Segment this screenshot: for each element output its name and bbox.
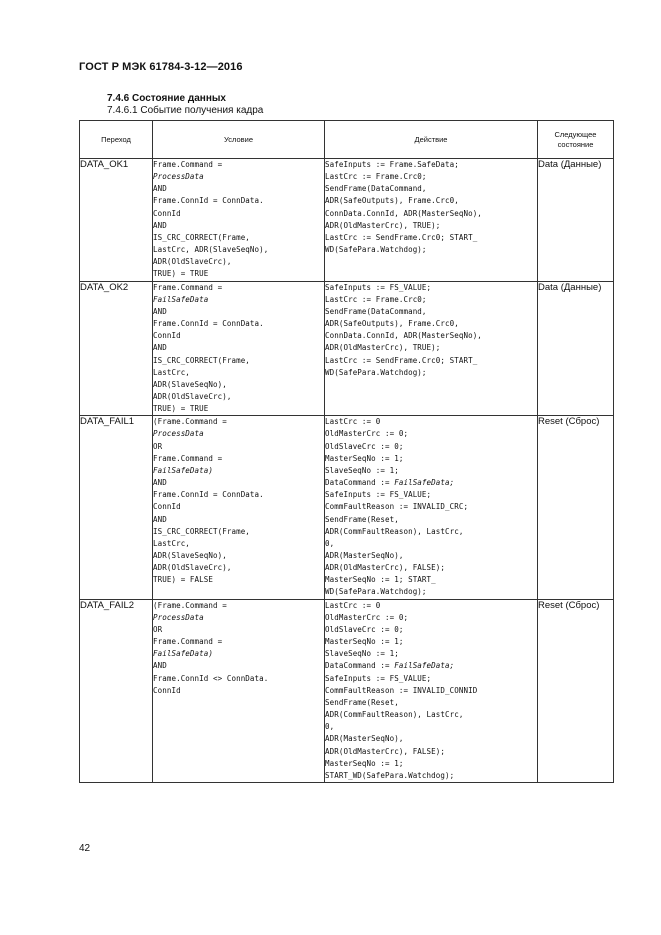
action-line: ADR(MasterSeqNo), [325, 734, 404, 744]
page-number: 42 [79, 843, 91, 854]
condition-cell [153, 599, 325, 782]
condition-line: TRUE) = TRUE [153, 404, 209, 414]
transition-cell: DATA_FAIL2 [80, 599, 153, 782]
condition-line: ConnId [153, 208, 181, 218]
condition-line: LastCrc, ADR(SlaveSeqNo), [153, 245, 269, 255]
condition-line: OR [153, 624, 163, 634]
condition-line: AND [153, 478, 167, 488]
condition-line: ProcessData [153, 429, 204, 439]
document-header: ГОСТ Р МЭК 61784-3-12—2016 [79, 61, 243, 73]
column-header-condition: Условие [153, 121, 325, 159]
action-line: WD(SafePara.Watchdog); [325, 587, 427, 597]
action-line: 0, [325, 538, 335, 548]
action-line: SafeInputs := FS_VALUE; [325, 282, 432, 292]
condition-line: FailSafeData) [153, 649, 213, 659]
action-line: WD(SafePara.Watchdog); [325, 367, 427, 377]
condition-line: ConnId [153, 502, 181, 512]
condition-line: (Frame.Command = [153, 600, 227, 610]
condition-line: FailSafeData) [153, 465, 213, 475]
action-line: ADR(SafeOutputs), Frame.Crc0, [325, 319, 459, 329]
action-line: OldMasterCrc := 0; [325, 429, 409, 439]
action-line: SafeInputs := FS_VALUE; [325, 673, 432, 683]
condition-line: ProcessData [153, 172, 204, 182]
action-cell [325, 599, 538, 782]
condition-line: Frame.Command = [153, 453, 223, 463]
table-header-row [80, 121, 614, 159]
condition-line: AND [153, 661, 167, 671]
column-header-action: Действие [325, 121, 538, 159]
action-line: CommFaultReason := INVALID_CONNID [325, 685, 478, 695]
action-line: ADR(CommFaultReason), LastCrc, [325, 526, 464, 536]
table-row [80, 281, 614, 416]
condition-line: ConnId [153, 331, 181, 341]
action-line: MasterSeqNo := 1; START_ [325, 575, 436, 585]
condition-line: Frame.Command = [153, 282, 223, 292]
action-line: LastCrc := SendFrame.Crc0; START_ [325, 232, 478, 242]
condition-line: TRUE) = TRUE [153, 269, 209, 279]
action-line: MasterSeqNo := 1; [325, 453, 404, 463]
condition-line: IS_CRC_CORRECT(Frame, [153, 355, 250, 365]
condition-line: AND [153, 220, 167, 230]
action-line: LastCrc := Frame.Crc0; [325, 294, 427, 304]
action-line: MasterSeqNo := 1; [325, 758, 404, 768]
next-state-cell: Reset (Сброс) [538, 416, 614, 599]
action-line: SendFrame(DataCommand, [325, 184, 427, 194]
action-line: ADR(OldMasterCrc), FALSE); [325, 746, 445, 756]
condition-cell [153, 416, 325, 599]
action-line-italic: FailSafeData; [394, 478, 455, 488]
condition-line: Frame.Command = [153, 160, 223, 169]
transition-cell: DATA_OK1 [80, 159, 153, 282]
action-line: OldMasterCrc := 0; [325, 612, 409, 622]
transition-cell: DATA_FAIL1 [80, 416, 153, 599]
condition-line: Frame.ConnId = ConnData. [153, 490, 264, 500]
action-line: LastCrc := Frame.Crc0; [325, 172, 427, 182]
condition-line: AND [153, 306, 167, 316]
condition-line: FailSafeData [153, 294, 209, 304]
action-line: LastCrc := 0 [325, 417, 381, 427]
action-line: DataCommand := FailSafeData; [325, 661, 455, 671]
condition-line: ADR(OldSlaveCrc), [153, 257, 232, 267]
condition-cell [153, 159, 325, 282]
column-header-next-state [538, 121, 614, 159]
next-state-cell: Reset (Сброс) [538, 599, 614, 782]
action-line: 0, [325, 722, 335, 732]
condition-line: Frame.ConnId = ConnData. [153, 319, 264, 329]
action-line: MasterSeqNo := 1; [325, 637, 404, 647]
action-line: ADR(CommFaultReason), LastCrc, [325, 710, 464, 720]
action-line: OldSlaveCrc := 0; [325, 624, 404, 634]
action-line: ConnData.ConnId, ADR(MasterSeqNo), [325, 331, 482, 341]
action-line: LastCrc := SendFrame.Crc0; START_ [325, 355, 478, 365]
action-line: SlaveSeqNo := 1; [325, 649, 399, 659]
action-line: SendFrame(Reset, [325, 697, 399, 707]
action-line: SlaveSeqNo := 1; [325, 465, 399, 475]
table-row [80, 416, 614, 599]
column-header-next-state-label: Следующее состояние [554, 129, 597, 149]
action-line: DataCommand := FailSafeData; [325, 478, 455, 488]
condition-line: AND [153, 343, 167, 353]
condition-line: IS_CRC_CORRECT(Frame, [153, 232, 250, 242]
condition-line: ADR(SlaveSeqNo), [153, 379, 227, 389]
action-line: SafeInputs := FS_VALUE; [325, 490, 432, 500]
subsection-title: 7.4.6.1 Событие получения кадра [107, 105, 264, 116]
action-line: ConnData.ConnId, ADR(MasterSeqNo), [325, 208, 482, 218]
action-line: CommFaultReason := INVALID_CRC; [325, 502, 469, 512]
condition-line: Frame.ConnId = ConnData. [153, 196, 264, 206]
action-cell [325, 281, 538, 416]
action-line-italic: FailSafeData; [394, 661, 455, 671]
action-line: SendFrame(DataCommand, [325, 306, 427, 316]
condition-line: Frame.Command = [153, 637, 223, 647]
next-state-cell: Data (Данные) [538, 159, 614, 282]
condition-line: TRUE) = FALSE [153, 575, 213, 585]
table-body [80, 159, 614, 783]
condition-line: ADR(OldSlaveCrc), [153, 563, 232, 573]
condition-line: ProcessData [153, 612, 204, 622]
condition-line: Frame.ConnId <> ConnData. [153, 673, 269, 683]
condition-line: AND [153, 184, 167, 194]
column-header-transition: Переход [80, 121, 153, 159]
action-line: WD(SafePara.Watchdog); [325, 245, 427, 255]
action-line: LastCrc := 0 [325, 600, 381, 610]
condition-line: ADR(SlaveSeqNo), [153, 551, 227, 560]
action-cell [325, 159, 538, 282]
state-transition-table [79, 120, 614, 783]
action-cell [325, 416, 538, 599]
next-state-cell: Data (Данные) [538, 281, 614, 416]
condition-line: OR [153, 441, 163, 451]
condition-line: IS_CRC_CORRECT(Frame, [153, 526, 250, 536]
condition-line: LastCrc, [153, 538, 190, 548]
condition-cell [153, 281, 325, 416]
condition-line: AND [153, 514, 167, 524]
action-line: SafeInputs := Frame.SafeData; [325, 160, 459, 169]
action-line: START_WD(SafePara.Watchdog); [325, 770, 455, 780]
action-line: OldSlaveCrc := 0; [325, 441, 404, 451]
action-line: ADR(OldMasterCrc), TRUE); [325, 343, 441, 353]
condition-line: (Frame.Command = [153, 417, 227, 427]
section-title: 7.4.6 Состояние данных [107, 93, 226, 104]
action-line: ADR(OldMasterCrc), TRUE); [325, 220, 441, 230]
action-line: SendFrame(Reset, [325, 514, 399, 524]
condition-line: ADR(OldSlaveCrc), [153, 391, 232, 401]
action-line: ADR(OldMasterCrc), FALSE); [325, 563, 445, 573]
table-row [80, 599, 614, 782]
action-line: ADR(MasterSeqNo), [325, 551, 404, 560]
action-line: ADR(SafeOutputs), Frame.Crc0, [325, 196, 459, 206]
table-row [80, 159, 614, 282]
condition-line: LastCrc, [153, 367, 190, 377]
transition-cell: DATA_OK2 [80, 281, 153, 416]
condition-line: ConnId [153, 685, 181, 695]
